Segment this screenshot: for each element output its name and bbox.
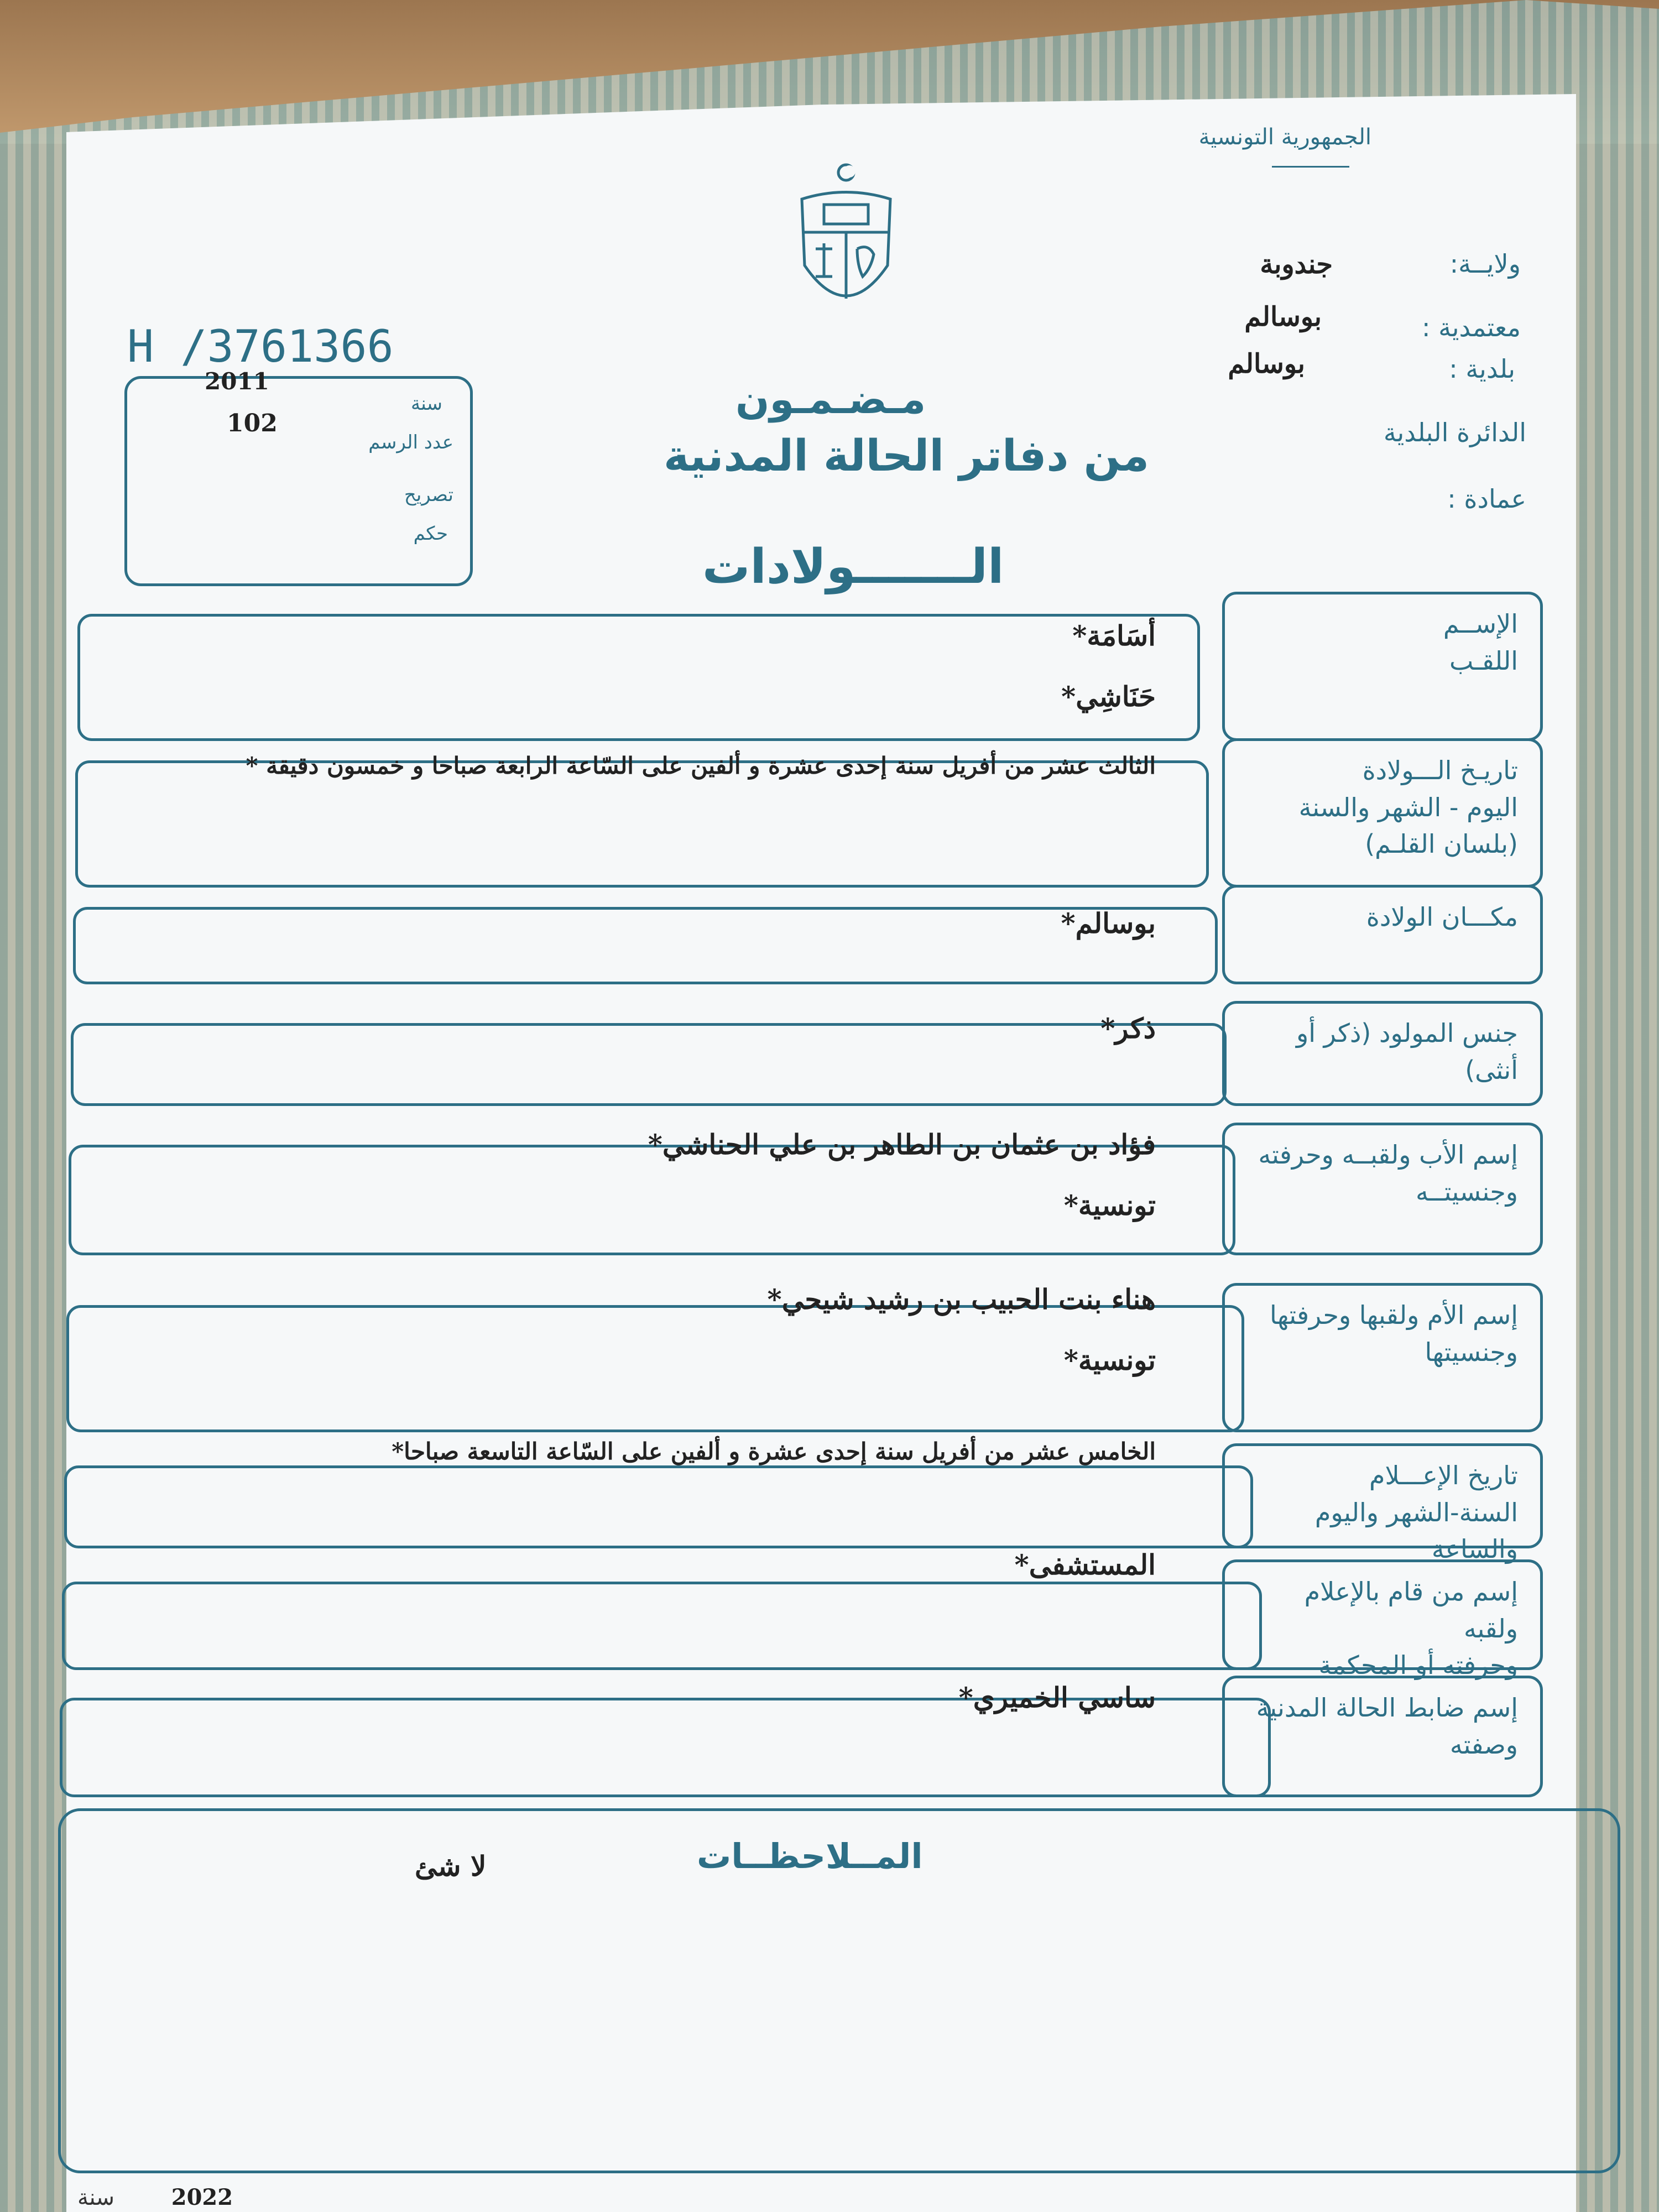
record-number-label: عدد الرسم — [368, 431, 453, 453]
field-value-box — [69, 1145, 1235, 1255]
field-value: فؤاد بن عثمان بن الطاهر بن علي الحناشي* — [648, 1128, 1156, 1161]
notes-value: لا شئ — [415, 1850, 487, 1882]
field-value: المستشفى* — [1014, 1548, 1156, 1581]
field-label: جنس المولود (ذكر أو أنثى) — [1296, 1018, 1518, 1085]
field-label-box — [1222, 1123, 1543, 1255]
registration-year-label: سنة — [411, 393, 442, 415]
field-value-box — [62, 1582, 1262, 1670]
births-title: الـــــــولادات — [702, 539, 1004, 594]
field-label: اليوم - الشهر والسنة — [1298, 792, 1518, 822]
baladia-label: بلدية : — [1449, 354, 1515, 384]
imada-label: عمادة : — [1447, 484, 1526, 514]
field-label-box — [1222, 1283, 1543, 1432]
field-value-box — [73, 907, 1218, 984]
field-label: إسم من قام بالإعلام ولقبه — [1304, 1577, 1518, 1644]
field-label: (بلسان القلـم) — [1365, 829, 1518, 859]
field-value-box — [75, 760, 1209, 888]
field-label: تاريـخ الـــولادة — [1362, 755, 1518, 785]
field-label: إسم ضابط الحالة المدنية — [1256, 1693, 1518, 1723]
field-value-box — [71, 1023, 1227, 1106]
wilaya-value: جندوبة — [1260, 249, 1333, 280]
tunisia-coat-of-arms-icon — [791, 160, 901, 326]
field-value-box — [64, 1465, 1253, 1548]
field-label: وحرفته أو المحكمة — [1318, 1650, 1518, 1681]
footer-year-value: 2022 — [171, 2184, 233, 2210]
field-label-box — [1222, 738, 1543, 888]
field-label-box — [1222, 1443, 1543, 1564]
field-label-box — [1222, 1001, 1543, 1106]
declaration-label: تصريح — [404, 484, 453, 506]
field-label: الإســم — [1443, 609, 1518, 639]
wilaya-label: ولايــة: — [1449, 249, 1521, 279]
field-label-box — [1222, 885, 1543, 984]
field-label-box — [1222, 1559, 1543, 1681]
registration-year-value: 2011 — [205, 368, 269, 395]
field-value: بوسالم* — [1061, 907, 1156, 940]
field-value: الخامس عشر من أفريل سنة إحدى عشرة و ألفين على السّاعة التاسعة صباحا* — [392, 1438, 1156, 1465]
field-value-box — [77, 614, 1200, 741]
field-label: وجنسيتــه — [1416, 1176, 1518, 1207]
extract-title: مـضـمـون — [735, 376, 926, 422]
field-value: أسَامَة* — [1072, 619, 1156, 652]
footer-year-label: سنة — [77, 2185, 115, 2210]
republic-title: الجمهورية التونسية — [1198, 124, 1371, 150]
title-underline — [1272, 166, 1349, 168]
motamadia-label: معتمدية : — [1421, 312, 1521, 342]
field-value: ذكر* — [1100, 1012, 1156, 1045]
field-value: الثالث عشر من أفريل سنة إحدى عشرة و ألفين على السّاعة الرابعة صباحا و خمسون دقيقة * — [246, 752, 1156, 779]
motamadia-value: بوسالم — [1244, 301, 1322, 332]
field-label: مكـــان الولادة — [1366, 902, 1518, 932]
field-label: وجنسيتها — [1425, 1337, 1518, 1367]
field-value: ساسي الخميري* — [958, 1681, 1156, 1714]
record-number-value: 102 — [227, 409, 278, 437]
notes-title: المــلاحظــات — [697, 1836, 923, 1876]
field-value: حَنَاشِي* — [1061, 680, 1156, 713]
field-label-box — [1222, 592, 1543, 741]
field-label: إسم الأب ولقبــه وحرفته — [1258, 1140, 1518, 1170]
serial-number: H /3761366 — [127, 321, 394, 372]
field-value: تونسية* — [1063, 1344, 1156, 1376]
field-label: وصفته — [1449, 1729, 1518, 1760]
registers-title: من دفاتر الحالة المدنية — [664, 431, 1150, 481]
field-value: هناء بنت الحبيب بن رشيد شيحي* — [767, 1283, 1156, 1316]
footer-year — [77, 2184, 233, 2210]
judgment-label: حكم — [413, 523, 448, 545]
field-label: إسم الأم ولقبها وحرفتها — [1269, 1300, 1518, 1330]
field-value: تونسية* — [1063, 1189, 1156, 1222]
baladia-value: بوسالم — [1228, 348, 1305, 379]
field-label: السنة-الشهر واليوم والساعة — [1314, 1497, 1518, 1564]
field-label: تاريخ الإعـــلام — [1369, 1460, 1518, 1490]
field-label: اللقـب — [1449, 645, 1518, 676]
daira-label: الدائرة البلدية — [1383, 418, 1526, 447]
